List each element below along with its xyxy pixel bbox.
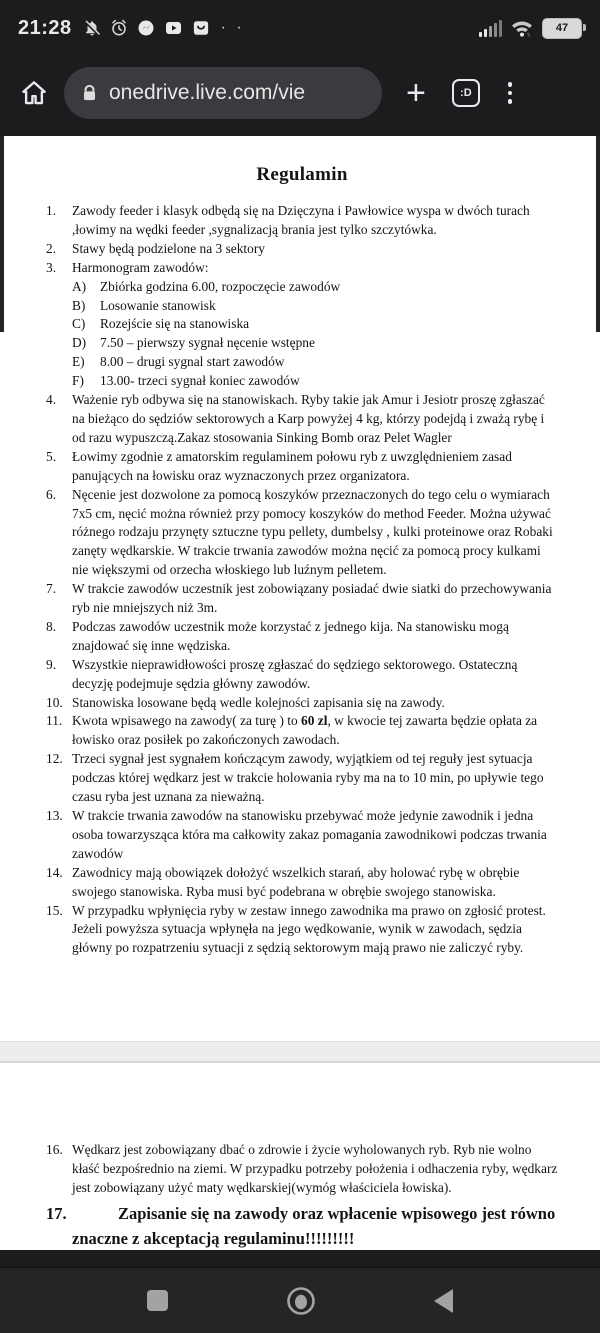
list-item [72, 315, 558, 334]
list-item-text: Rozejście się na stanowiska [100, 316, 250, 332]
list-item [46, 1201, 558, 1250]
tab-switcher-button[interactable] [452, 79, 480, 107]
list-item-text: Podczas zawodów uczestnik może korzystać z jednego kija. Na stanowisku mogą znajdować się inne wędziska. [72, 618, 509, 653]
youtube-icon [164, 19, 183, 37]
battery-icon [542, 18, 582, 39]
list-item-text: W trakcie trwania zawodów na stanowisku przebywać może jedynie zawodnik i jedna osoba towarzysząca która ma całkowity zakaz pomagania zawodnikowi podczas trwania zawodów [72, 808, 547, 861]
list-item-number: 13. [46, 808, 63, 823]
list-item-number: 3. [46, 259, 57, 275]
list-item [72, 353, 558, 372]
battery-percent: 47 [555, 22, 569, 34]
list-item-number: 16. [46, 1142, 63, 1157]
page-edge-right [596, 136, 600, 332]
list-item-number: 17. [46, 1203, 67, 1223]
home-button[interactable] [14, 73, 54, 113]
list-item [72, 297, 558, 316]
clock-text: 21:28 [18, 16, 72, 39]
list-item-text: Zbiórka godzina 6.00, rozpoczęcie zawodów [100, 278, 341, 294]
browser-toolbar [0, 56, 600, 130]
list-item-number: A) [72, 278, 87, 294]
list-item-number: 9. [46, 656, 57, 672]
tab-count-badge: :D [460, 87, 472, 99]
list-item-number: B) [72, 297, 86, 313]
list-item [46, 240, 558, 259]
list-item-text: 13.00- trzeci sygnał koniec zawodów [100, 373, 300, 389]
document-page-2 [0, 1063, 600, 1250]
list-item-text: 8.00 – drugi sygnal start zawodów [100, 354, 285, 370]
list-item-text: Wędkarz jest zobowiązany dbać o zdrowie i życie wyholowanych ryb. Ryb nie wolno kłaść bezpośrednio na ziemi. W przypadku potrzeby położenia i odhaczenia ryby, wędkarz jest zobowiązany użyć maty wędkarskiej(wymóg właściciela łowiska). [72, 1142, 558, 1195]
list-item-text: Zawodnicy mają obowiązek dołożyć wszelkich starań, aby holować rybę w obrębie swojego stanowiska. Ryba musi być podebrana w obrębie swojego stanowiska. [72, 864, 520, 899]
regulation-list-page-2 [46, 1141, 558, 1250]
notifications-muted-icon [83, 19, 101, 37]
list-item-text: Stanowiska losowane będą wedle kolejności zapisania się na zawody. [72, 694, 445, 710]
list-item-number: 10. [46, 694, 63, 710]
list-item-text: Zapisanie się na zawody oraz wpłacenie wpisowego jest równo znaczne z akceptacją regulaminu!!!!!!!!! [72, 1203, 556, 1248]
list-item-text: Stawy będą podzielone na 3 sektory [72, 240, 265, 256]
list-item [72, 334, 558, 353]
list-item-number: D) [72, 335, 87, 351]
list-item-text: W przypadku wpłynięcia ryby w zestaw innego zawodnika ma prawo on zgłosić protest. Jeżeli powyższa sytuacja wpłynęła na jego wędkowanie, wynik w zawodach, sędzia główny po rozpatrzeniu sytuacji z sędzią sektorowym mają prawo nie zaliczyć ryby. [72, 902, 546, 956]
sub-list [72, 278, 558, 391]
list-item [46, 202, 558, 240]
list-item-number: 7. [46, 581, 57, 597]
list-item-number: 14. [46, 864, 63, 880]
wifi-icon [510, 18, 534, 38]
list-item [46, 486, 558, 581]
signal-bars-icon [479, 20, 502, 37]
page-edge-left [0, 136, 4, 332]
shopping-app-icon [192, 19, 210, 37]
regulation-list-page-1 [46, 202, 558, 958]
list-item [46, 1141, 558, 1198]
url-text: onedrive.live.com/vie [109, 81, 306, 104]
recents-square-icon[interactable] [147, 1290, 168, 1311]
list-item-number: 4. [46, 392, 57, 408]
list-item-number: F) [72, 373, 84, 389]
list-item [72, 372, 558, 391]
list-item-text: Trzeci sygnał jest sygnałem kończącym zawody, wyjątkiem od tej reguły jest sytuacja podczas której wędkarz jest w trakcie holowania ryby ma na to 10 min, po upływie tego czasu ryba jest uznana za nieważną. [72, 751, 544, 805]
list-item-number: 15. [46, 902, 63, 918]
list-item-text: Kwota wpisawego na zawody( za turę ) to 60 zl, w kwocie tej zawarta będzie opłata za łowisko oraz posiłek po zakończonych zawodach. [72, 713, 538, 748]
list-item [46, 656, 558, 694]
list-item [46, 618, 558, 656]
messenger-icon [137, 19, 155, 37]
list-item-number: 1. [46, 203, 57, 218]
new-tab-button[interactable]: + [406, 74, 426, 112]
list-item-number: C) [72, 316, 86, 332]
list-item [46, 694, 558, 713]
list-item [46, 712, 558, 750]
list-item [46, 448, 558, 486]
list-item-number: 8. [46, 618, 57, 634]
status-bar [0, 0, 600, 56]
list-item [46, 807, 558, 864]
back-triangle-icon[interactable] [434, 1289, 453, 1313]
list-item-text: Nęcenie jest dozwolone za pomocą koszyków przeznaczonych do tego celu o wymiarach 7x5 cm, nęcić można również przy pomocy koszyków do method Feeder. Można używać różnego rodzaju przynęty sztuczne typu pellety, dumbelsy , kulki proteinowe oraz Robaki zanęty wędkarskie. W trakcie trwania zawodów można nęcić za pomocą procy kulkami nie większymi od orzecha włoskiego lub luźnym pelletem. [72, 486, 553, 578]
more-notifications-indicator: · · [220, 19, 245, 36]
android-navigation-bar [0, 1266, 600, 1333]
list-item-text: Wszystkie nieprawidłowości proszę zgłaszać do sędziego sektorowego. Ostateczną decyzję podejmuje sędzia główny zawodów. [72, 656, 518, 691]
list-item-text: Harmonogram zawodów: [72, 259, 209, 275]
list-item [46, 864, 558, 902]
alarm-icon [110, 19, 128, 37]
home-circle-icon[interactable] [286, 1286, 316, 1316]
list-item-text: 7.50 – pierwszy sygnał nęcenie wstępne [100, 335, 315, 351]
list-item-number: 12. [46, 751, 63, 767]
document-page-1 [0, 136, 600, 1041]
list-item-text: Zawody feeder i klasyk odbędą się na Dzięczyna i Pawłowice wyspa w dwóch turach ,łowimy na wędki feeder ,sygnalizacją brania jest tylko szczytówka. [72, 203, 530, 237]
list-item [46, 391, 558, 448]
list-item-number: 11. [46, 713, 63, 729]
list-item [46, 902, 558, 959]
list-item [46, 580, 558, 618]
list-item-text: Łowimy zgodnie z amatorskim regulaminem połowu ryb z uwzględnieniem zasad panujących na łowisku oraz wyznaczonych przez organizatora. [72, 448, 512, 483]
page-break-separator [0, 1041, 600, 1063]
list-item-text: Losowanie stanowisk [100, 297, 216, 313]
list-item-text: Ważenie ryb odbywa się na stanowiskach. Ryby takie jak Amur i Jesiotr proszę zgłaszać na bieżąco do sędziów sektorowych a Karp powyżej 4 kg, którzy podejdą i zważą rybę i od razu wypuszczą.Zakaz stosowania Sinking Bomb oraz Pelet Wagler [72, 392, 545, 445]
page-title: Regulamin [256, 164, 348, 185]
list-item-number: 6. [46, 486, 57, 502]
list-item [46, 750, 558, 807]
lock-icon [80, 82, 99, 104]
url-bar[interactable] [64, 67, 382, 119]
list-item-number: E) [72, 354, 85, 370]
list-item [46, 259, 558, 278]
list-item-text: W trakcie zawodów uczestnik jest zobowiązany posiadać dwie siatki do przechowywania ryb nie mniejszych niż 3m. [72, 581, 552, 616]
list-item [72, 278, 558, 297]
list-item-number: 2. [46, 240, 57, 256]
document-viewer[interactable] [0, 130, 600, 1268]
kebab-menu-icon[interactable] [506, 80, 515, 106]
list-item-number: 5. [46, 448, 57, 464]
